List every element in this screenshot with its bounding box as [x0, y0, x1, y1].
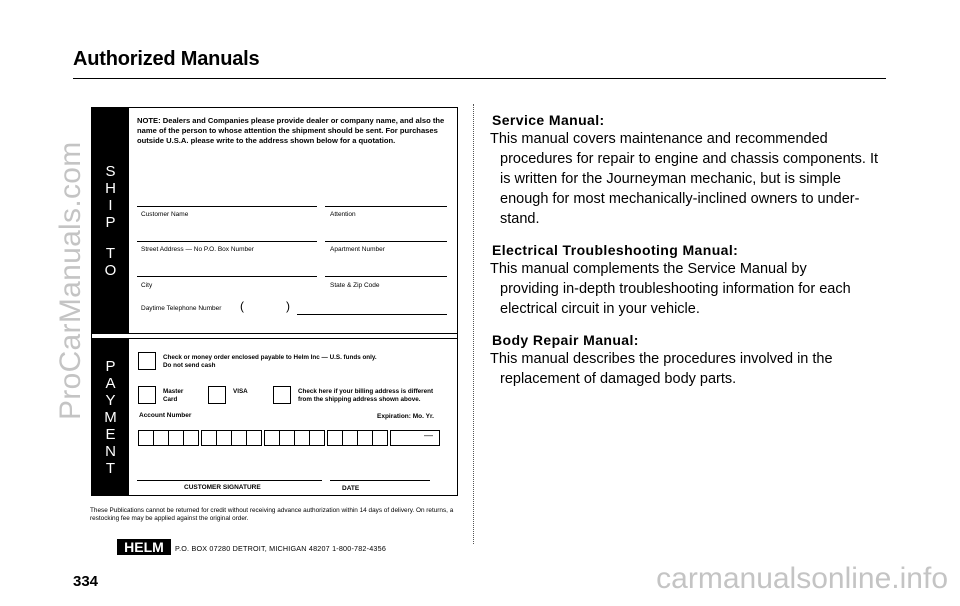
city-line[interactable]	[137, 276, 317, 277]
paren-open: (	[240, 299, 244, 313]
digit-box[interactable]	[357, 430, 373, 446]
check-money-order-checkbox[interactable]	[138, 352, 156, 370]
section-body-repair-manual	[490, 332, 890, 389]
section-first-line: This manual complements the Service Manual by	[490, 261, 807, 277]
digit-box[interactable]	[264, 430, 280, 446]
digit-box[interactable]	[294, 430, 310, 446]
ship-to-sidebar	[92, 108, 129, 333]
section-heading: Electrical Troubleshooting Manual:	[492, 242, 739, 258]
digit-box[interactable]	[183, 430, 199, 446]
digit-box[interactable]	[201, 430, 217, 446]
ship-letter: H	[105, 179, 116, 197]
payment-letter: N	[105, 442, 116, 460]
payment-letter: Y	[105, 391, 116, 409]
city-label: City	[141, 282, 153, 289]
account-number-boxes[interactable]	[139, 430, 440, 446]
ship-letter: P	[105, 213, 116, 231]
section-body	[490, 349, 890, 389]
ship-letter: O	[104, 261, 117, 279]
attention-label: Attention	[330, 211, 356, 218]
section-heading: Body Repair Manual:	[492, 332, 639, 348]
section-heading: Service Manual:	[492, 112, 605, 128]
section-rest: providing in-depth troubleshooting information for each electrical circuit in your vehicle.	[500, 281, 851, 317]
section-electrical-manual	[490, 242, 890, 319]
page-title: Authorized Manuals	[73, 48, 260, 70]
section-first-line: This manual describes the procedures involved in the	[490, 351, 833, 367]
manual-descriptions	[490, 112, 890, 389]
mastercard-label: Master Card	[163, 388, 184, 403]
digit-box[interactable]	[342, 430, 358, 446]
billing-address-checkbox[interactable]	[273, 386, 291, 404]
ship-letter: I	[108, 196, 113, 214]
footer-watermark: carmanualsonline.info	[656, 562, 948, 595]
expiration-label: Expiration: Mo. Yr.	[377, 413, 434, 420]
apartment-label: Apartment Number	[330, 246, 385, 253]
signature-line[interactable]	[137, 480, 322, 481]
state-zip-line[interactable]	[325, 276, 447, 277]
date-line[interactable]	[330, 480, 430, 481]
section-first-line: This manual covers maintenance and recommended	[490, 131, 828, 147]
section-body	[490, 259, 890, 319]
helm-logo-text: HELM	[124, 539, 164, 555]
section-body	[490, 129, 890, 229]
digit-box[interactable]	[153, 430, 169, 446]
payment-letter: A	[105, 374, 116, 392]
street-address-line[interactable]	[137, 241, 317, 242]
street-address-label: Street Address — No P.O. Box Number	[141, 246, 254, 253]
digit-box[interactable]	[216, 430, 232, 446]
phone-label: Daytime Telephone Number	[141, 305, 222, 312]
page-number: 334	[73, 573, 99, 590]
form-divider	[92, 333, 457, 339]
customer-name-line[interactable]	[137, 206, 317, 207]
date-label: DATE	[342, 485, 360, 492]
payment-letter: P	[105, 357, 116, 375]
account-number-label: Account Number	[139, 412, 192, 419]
section-rest: procedures for repair to engine and chassis components. It is written for the Journeyman mechanic, but is simple enough for most mechanically-inclined owners to under-stand.	[500, 151, 879, 227]
ship-letter: S	[105, 162, 116, 180]
digit-box[interactable]	[138, 430, 154, 446]
side-watermark: ProCarManuals.com	[54, 141, 87, 420]
payment-letter: E	[105, 425, 116, 443]
attention-line[interactable]	[325, 206, 447, 207]
customer-name-label: Customer Name	[141, 211, 189, 218]
expiration-dash: —	[424, 430, 433, 440]
paren-close: )	[286, 299, 290, 313]
section-service-manual	[490, 112, 890, 229]
digit-box[interactable]	[246, 430, 262, 446]
state-zip-label: State & Zip Code	[330, 282, 380, 289]
payment-letter: T	[105, 459, 116, 477]
mastercard-checkbox[interactable]	[138, 386, 156, 404]
phone-line[interactable]	[297, 314, 447, 315]
billing-address-text: Check here if your billing address is different from the shipping address shown above.	[298, 388, 434, 403]
visa-label: VISA	[233, 388, 248, 395]
digit-box[interactable]	[309, 430, 325, 446]
payment-sidebar	[92, 339, 129, 495]
digit-box[interactable]	[327, 430, 343, 446]
visa-checkbox[interactable]	[208, 386, 226, 404]
digit-box[interactable]	[231, 430, 247, 446]
digit-box[interactable]	[279, 430, 295, 446]
payment-letter: M	[104, 408, 117, 426]
helm-address: P.O. BOX 07280 DETROIT, MICHIGAN 48207 1-800-782-4356	[175, 544, 387, 553]
digit-box[interactable]	[372, 430, 388, 446]
title-rule	[73, 78, 886, 79]
signature-label: CUSTOMER SIGNATURE	[184, 484, 261, 491]
form-note: NOTE: Dealers and Companies please provide dealer or company name, and also the name of the person to whose attention the shipment should be sent. For purchases outside U.S.A. please write to the address shown below for a quotation.	[137, 116, 445, 145]
apartment-line[interactable]	[325, 241, 447, 242]
order-form	[91, 107, 458, 496]
section-rest: replacement of damaged body parts.	[500, 371, 737, 387]
helm-logo	[117, 539, 171, 555]
check-money-order-text: Check or money order enclosed payable to Helm Inc — U.S. funds only. Do not send cash	[163, 354, 377, 369]
return-disclaimer: These Publications cannot be returned for credit without receiving advance authorization within 14 days of delivery. On returns, a restocking fee may be applied against the original order.	[90, 507, 454, 522]
digit-box[interactable]	[168, 430, 184, 446]
column-divider	[473, 104, 474, 544]
ship-letter: T	[105, 244, 116, 262]
